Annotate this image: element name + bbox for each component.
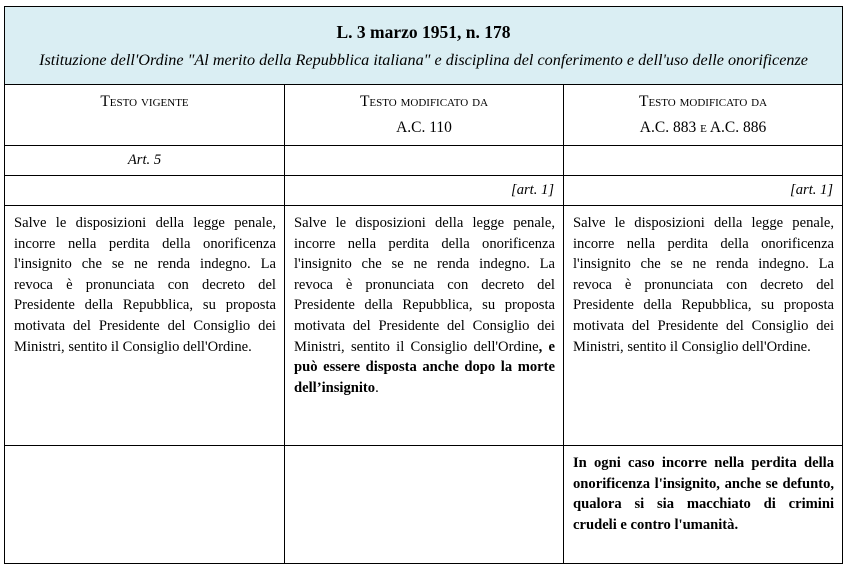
reference-row (5, 176, 843, 206)
law-subtitle: Istituzione dell'Ordine "Al merito della Repubblica italiana" e disciplina del conferimento e dell'uso delle onorificenze (39, 51, 808, 69)
column-header-ac110 (285, 85, 564, 146)
article-row (5, 146, 843, 176)
column-header-line2: A.C. 110 (396, 119, 452, 136)
current-text-paragraph: Salve le disposizioni della legge penale, incorre nella perdita della onorificenza l'insignito che se ne renda indegno. La revoca è pronunciata con decreto del Presidente della Repubblica, su proposta motivata del Presidente del Consiglio dei Ministri, sentito il Consiglio dell'Ordine. (5, 206, 285, 446)
addition-empty-cell (285, 446, 564, 564)
column-header-line1: Testo modificato da (359, 93, 489, 110)
modified-text-plain: Salve le disposizioni della legge penale, incorre nella perdita della onorificenza l'insignito che se ne renda indegno. La revoca è pronunciata con decreto del Presidente della Repubblica, su proposta motivata del Presidente del Consiglio dei Ministri, sentito il Consiglio dell'Ordine (294, 215, 555, 355)
comparison-table (4, 6, 843, 564)
modified-text-ac883-paragraph: Salve le disposizioni della legge penale, incorre nella perdita della onorificenza l'insignito che se ne renda indegno. La revoca è pronunciata con decreto del Presidente della Repubblica, su proposta motivata del Presidente del Consiglio dei Ministri, sentito il Consiglio dell'Ordine. (564, 206, 843, 446)
article-label: Art. 5 (5, 146, 285, 176)
column-header-line2: A.C. 883 e A.C. 886 (639, 119, 767, 136)
modified-text-addition: , e può essere disposta anche dopo la morte dell’insignito (294, 338, 555, 396)
column-header-line1: Testo vigente (100, 93, 189, 110)
addition-paragraph: In ogni caso incorre nella perdita della onorificenza l'insignito, anche se defunto, qualora si sia macchiato di crimini crudeli e contro l'umanità. (564, 446, 843, 564)
article-empty-cell (285, 146, 564, 176)
column-header-ac883-ac886 (564, 85, 843, 146)
comparison-document (4, 6, 842, 564)
reference-label: [art. 1] (285, 176, 564, 206)
reference-empty-cell (5, 176, 285, 206)
modified-text-ac110-paragraph (285, 206, 564, 446)
header-row (5, 7, 843, 85)
article-empty-cell (564, 146, 843, 176)
law-title: L. 3 marzo 1951, n. 178 (336, 22, 511, 42)
column-header-row (5, 85, 843, 146)
column-header-line1: Testo modificato da (638, 93, 768, 110)
reference-label: [art. 1] (564, 176, 843, 206)
column-header-current-text (5, 85, 285, 146)
addition-empty-cell (5, 446, 285, 564)
text-row (5, 206, 843, 446)
modified-text-end: . (375, 379, 379, 396)
law-header-cell (5, 7, 843, 85)
addition-row (5, 446, 843, 564)
